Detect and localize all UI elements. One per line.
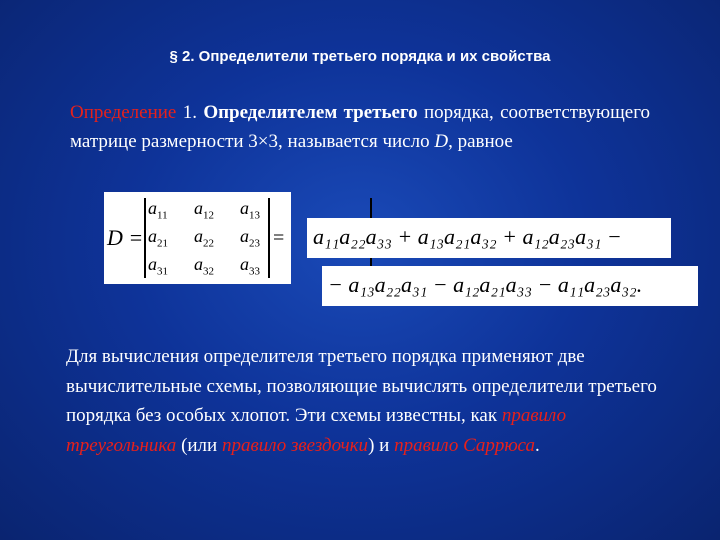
definition-label: Определение (70, 102, 177, 123)
definition-bold-term: Определителем третьего (203, 102, 418, 123)
determinant-right-bar (268, 198, 270, 278)
slide-title: § 2. Определители третьего порядка и их свойства (169, 48, 551, 65)
paragraph-part-4: . (534, 434, 540, 456)
expansion-line-1-box (307, 218, 671, 258)
rule-sarrus-link: правило Саррюса (394, 434, 535, 456)
matrix-cell: $a_{21}$ (148, 226, 168, 250)
definition-number: 1. (182, 102, 197, 123)
matrix-cell: $a_{23}$ (240, 226, 260, 250)
explanation-paragraph (66, 342, 666, 460)
definition-text (70, 98, 650, 156)
rule-star-link: правило звездочки (221, 434, 369, 456)
expansion-line-2-box (322, 266, 698, 306)
determinant-left-bar (144, 198, 146, 278)
rule-triangle-link: правило треугольника (66, 405, 567, 456)
matrix-cell: $a_{31}$ (148, 254, 168, 278)
definition-tail: , равное (448, 131, 513, 152)
expansion-line-1: a₁₁a₂₂a₃₃ + a₁₃a₂₁a₃₂ + a₁₂a₂₃a₃₁ − (313, 224, 622, 249)
paragraph-part-2: (или (176, 434, 222, 456)
expansion-line-2: − a₁₃a₂₂a₃₁ − a₁₂a₂₁a₃₃ − a₁₁a₂₃a₃₂. (328, 272, 643, 297)
paragraph-part-1: Для вычисления определителя третьего порядка применяют две вычислительные схемы, позволяющие вычислять определители третьего порядка без особых хлопот. Эти схемы известны, как (66, 346, 657, 426)
matrix-cell: $a_{11}$ (148, 198, 168, 222)
matrix-cell: $a_{32}$ (194, 254, 214, 278)
matrix-cell: $a_{12}$ (194, 198, 214, 222)
matrix-cell: $a_{33}$ (240, 254, 260, 278)
definition-var-d: D (434, 131, 449, 152)
paragraph-part-3: ) и (368, 434, 395, 456)
determinant-equals: = (273, 227, 285, 249)
determinant-formula (104, 192, 291, 284)
matrix-cell: $a_{22}$ (194, 226, 214, 250)
matrix-cell: $a_{13}$ (240, 198, 260, 222)
definition-body: порядка, соответствующего матрице размерности 3×3, называется число (70, 102, 651, 152)
determinant-symbol: D = (107, 225, 144, 250)
